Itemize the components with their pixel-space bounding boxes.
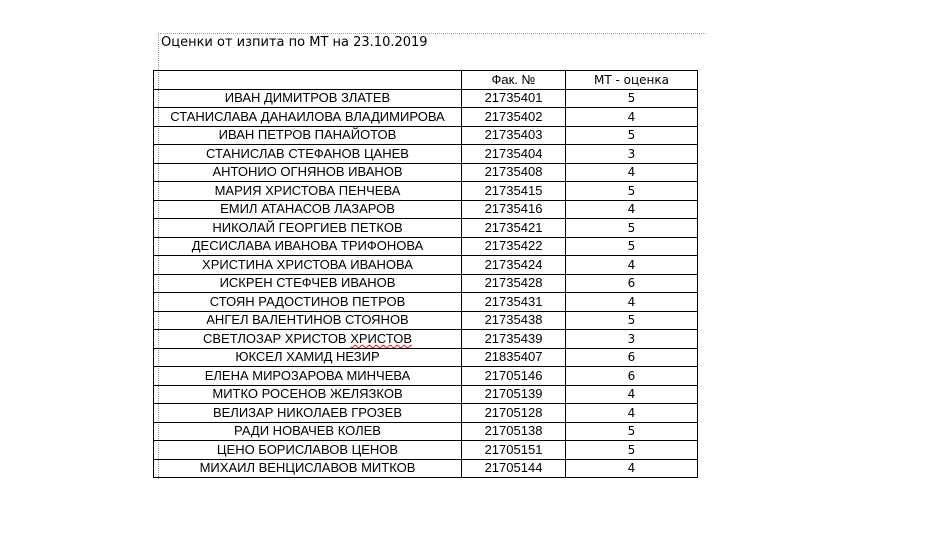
- faculty-number-cell: 21735428: [462, 274, 566, 293]
- grade-cell: 6: [566, 274, 698, 293]
- grade-cell: 5: [566, 219, 698, 238]
- table-row: [154, 163, 698, 182]
- table-row: [154, 311, 698, 330]
- faculty-number-cell: 21735408: [462, 163, 566, 182]
- faculty-number-cell: 21735402: [462, 108, 566, 127]
- faculty-number-cell: 21735439: [462, 330, 566, 349]
- grade-cell: 5: [566, 89, 698, 108]
- faculty-number-cell: 21705138: [462, 422, 566, 441]
- table-row: [154, 441, 698, 460]
- student-name-cell: ВЕЛИЗАР НИКОЛАЕВ ГРОЗЕВ: [154, 404, 462, 423]
- table-row: [154, 219, 698, 238]
- faculty-number-cell: 21705144: [462, 459, 566, 478]
- table-row: [154, 256, 698, 275]
- grade-cell: 4: [566, 293, 698, 312]
- faculty-number-cell: 21735422: [462, 237, 566, 256]
- grade-cell: 4: [566, 163, 698, 182]
- grade-cell: 4: [566, 385, 698, 404]
- document-title: Оценки от изпита по МТ на 23.10.2019: [161, 35, 428, 50]
- faculty-number-cell: 21735424: [462, 256, 566, 275]
- table-row: [154, 274, 698, 293]
- grades-table: [153, 70, 698, 478]
- table-row: [154, 126, 698, 145]
- student-name-cell: АНГЕЛ ВАЛЕНТИНОВ СТОЯНОВ: [154, 311, 462, 330]
- student-name-cell: ЦЕНО БОРИСЛАВОВ ЦЕНОВ: [154, 441, 462, 460]
- faculty-number-cell: 21735421: [462, 219, 566, 238]
- faculty-number-cell: 21735416: [462, 200, 566, 219]
- text-boundary-top: [160, 33, 706, 34]
- grade-cell: 5: [566, 422, 698, 441]
- student-name-cell: ЕМИЛ АТАНАСОВ ЛАЗАРОВ: [154, 200, 462, 219]
- table-row: [154, 385, 698, 404]
- student-name-cell: МИХАИЛ ВЕНЦИСЛАВОВ МИТКОВ: [154, 459, 462, 478]
- grade-cell: 5: [566, 311, 698, 330]
- table-row: [154, 108, 698, 127]
- student-name-cell: МАРИЯ ХРИСТОВА ПЕНЧЕВА: [154, 182, 462, 201]
- spellcheck-flagged-word: ХРИСТОВ: [350, 330, 413, 346]
- faculty-number-cell: 21705128: [462, 404, 566, 423]
- table-row: [154, 422, 698, 441]
- grades-table-body: [154, 71, 698, 478]
- faculty-number-cell: 21705146: [462, 367, 566, 386]
- student-name-cell: МИТКО РОСЕНОВ ЖЕЛЯЗКОВ: [154, 385, 462, 404]
- student-name-cell: ИСКРЕН СТЕФЧЕВ ИВАНОВ: [154, 274, 462, 293]
- student-name-cell: СТАНИСЛАВ СТЕФАНОВ ЦАНЕВ: [154, 145, 462, 164]
- student-name-cell: ЕЛЕНА МИРОЗАРОВА МИНЧЕВА: [154, 367, 462, 386]
- grade-cell: 4: [566, 200, 698, 219]
- table-row: [154, 293, 698, 312]
- header-name: [154, 71, 462, 90]
- table-row: [154, 330, 698, 349]
- grade-cell: 6: [566, 367, 698, 386]
- grade-cell: 5: [566, 441, 698, 460]
- faculty-number-cell: 21835407: [462, 348, 566, 367]
- header-grade: МТ - оценка: [566, 71, 698, 90]
- student-name-cell: СТОЯН РАДОСТИНОВ ПЕТРОВ: [154, 293, 462, 312]
- faculty-number-cell: 21735404: [462, 145, 566, 164]
- student-name-cell: НИКОЛАЙ ГЕОРГИЕВ ПЕТКОВ: [154, 219, 462, 238]
- grade-cell: 4: [566, 404, 698, 423]
- grade-cell: 5: [566, 237, 698, 256]
- grade-cell: 3: [566, 145, 698, 164]
- grade-cell: 5: [566, 126, 698, 145]
- student-name-cell: ИВАН ПЕТРОВ ПАНАЙОТОВ: [154, 126, 462, 145]
- student-name-cell: ДЕСИСЛАВА ИВАНОВА ТРИФОНОВА: [154, 237, 462, 256]
- faculty-number-cell: 21735431: [462, 293, 566, 312]
- grade-cell: 4: [566, 108, 698, 127]
- table-header-row: [154, 71, 698, 90]
- faculty-number-cell: 21735438: [462, 311, 566, 330]
- student-name-cell: СТАНИСЛАВА ДАНАИЛОВА ВЛАДИМИРОВА: [154, 108, 462, 127]
- table-row: [154, 89, 698, 108]
- grade-cell: 6: [566, 348, 698, 367]
- student-name-cell: ИВАН ДИМИТРОВ ЗЛАТЕВ: [154, 89, 462, 108]
- grade-cell: 4: [566, 459, 698, 478]
- table-row: [154, 182, 698, 201]
- table-row: [154, 237, 698, 256]
- faculty-number-cell: 21735415: [462, 182, 566, 201]
- table-row: [154, 348, 698, 367]
- table-row: [154, 404, 698, 423]
- table-row: [154, 200, 698, 219]
- student-name-cell: ЮКСЕЛ ХАМИД НЕЗИР: [154, 348, 462, 367]
- grade-cell: 3: [566, 330, 698, 349]
- student-name-cell: РАДИ НОВАЧЕВ КОЛЕВ: [154, 422, 462, 441]
- faculty-number-cell: 21705151: [462, 441, 566, 460]
- table-row: [154, 145, 698, 164]
- faculty-number-cell: 21735401: [462, 89, 566, 108]
- table-row: [154, 367, 698, 386]
- student-name-cell: АНТОНИО ОГНЯНОВ ИВАНОВ: [154, 163, 462, 182]
- table-row: [154, 459, 698, 478]
- faculty-number-cell: 21705139: [462, 385, 566, 404]
- grade-cell: 5: [566, 182, 698, 201]
- faculty-number-cell: 21735403: [462, 126, 566, 145]
- header-faculty-number: Фак. №: [462, 71, 566, 90]
- student-name-cell: СВЕТЛОЗАР ХРИСТОВ ХРИСТОВ: [154, 330, 462, 349]
- student-name-cell: ХРИСТИНА ХРИСТОВА ИВАНОВА: [154, 256, 462, 275]
- grade-cell: 4: [566, 256, 698, 275]
